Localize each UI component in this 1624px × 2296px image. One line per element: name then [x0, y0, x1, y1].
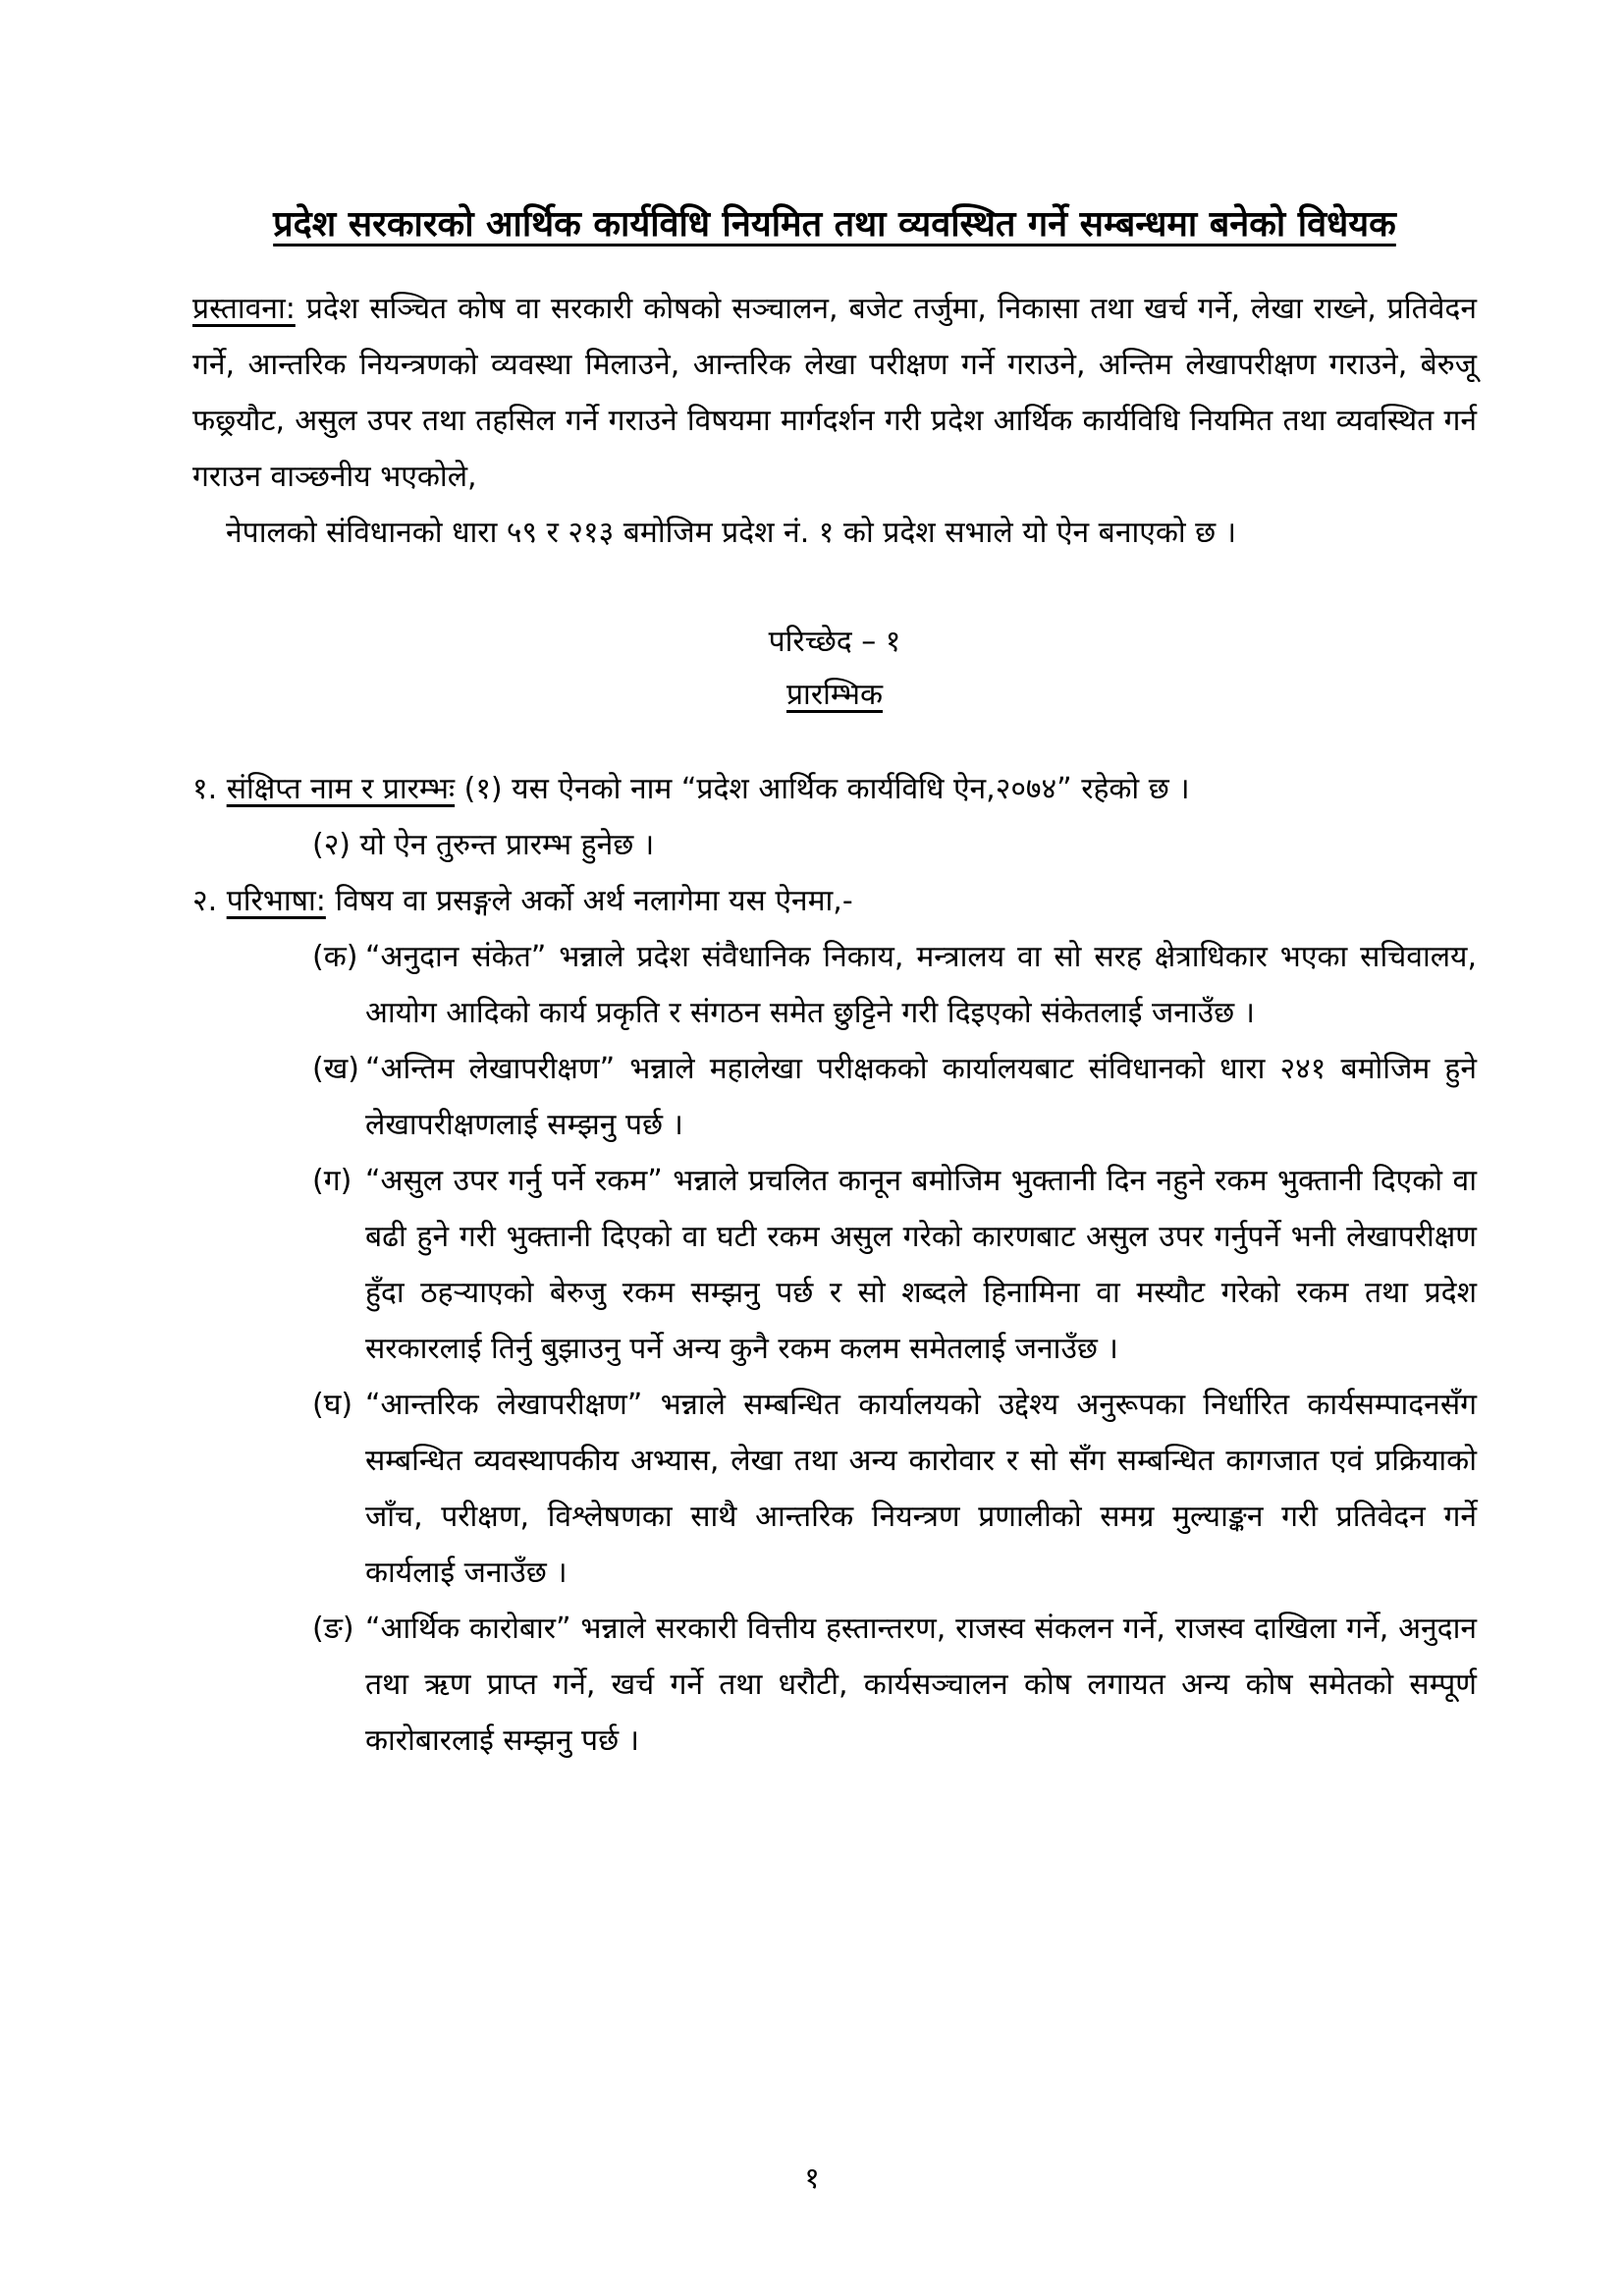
clause-text: “अन्तिम लेखापरीक्षण” भन्नाले महालेखा परीक्षकको कार्यालयबाट संविधानको धारा २४१ बमोजिम हुने लेखापरीक्षणलाई सम्झनु पर्छ ।: [365, 1052, 1477, 1142]
section-2: [192, 873, 1477, 929]
section-1: [192, 761, 1477, 817]
clause-mark: (ख): [312, 1052, 359, 1086]
clause-mark: (क): [312, 940, 358, 974]
section-1-heading: संक्षिप्त नाम र प्रारम्भः: [226, 772, 456, 806]
section-2-text: विषय वा प्रसङ्गले अर्को अर्थ नलागेमा यस ऐनमा,-: [325, 884, 853, 918]
chapter-number: परिच्छेद – १: [768, 625, 901, 659]
enactment-clause: नेपालको संविधानको धारा ५९ र २१३ बमोजिम प्रदेश नं. १ को प्रदेश सभाले यो ऐन बनाएको छ ।: [226, 516, 1237, 550]
document-title: प्रदेश सरकारको आर्थिक कार्यविधि नियमित तथा व्यवस्थित गर्ने सम्बन्धमा बनेको विधेयक: [273, 204, 1396, 245]
definition-clauses: [192, 929, 1477, 1769]
clause-mark: (ङ): [312, 1612, 354, 1646]
preamble-label: प्रस्तावना:: [192, 292, 296, 326]
preamble: [192, 281, 1477, 505]
section-2-heading: परिभाषा:: [226, 884, 326, 918]
clause-gha: [192, 1377, 1477, 1601]
clause-nga: [192, 1601, 1477, 1769]
clause-mark: (ग): [312, 1164, 352, 1198]
section-2-number: २.: [192, 884, 227, 918]
clause-ga: [192, 1153, 1477, 1377]
clause-text: “असुल उपर गर्नु पर्ने रकम” भन्नाले प्रचलित कानून बमोजिम भुक्तानी दिन नहुने रकम भुक्तानी दिएको वा बढी हुने गरी भुक्तानी दिएको वा घटी रकम असुल गरेको कारणबाट असुल उपर गर्नुपर्ने भनी लेखापरीक्षण हुँदा ठहर्‍याएको बेरुजु रकम सम्झनु पर्छ र सो शब्दले हिनामिना वा मस्यौट गरेको रकम तथा प्रदेश सरकारलाई तिर्नु बुझाउनु पर्ने अन्य कुनै रकम कलम समेतलाई जनाउँछ ।: [365, 1164, 1477, 1366]
clause-text: “अनुदान संकेत” भन्नाले प्रदेश संवैधानिक निकाय, मन्त्रालय वा सो सरह क्षेत्राधिकार भएका सचिवालय, आयोग आदिको कार्य प्रकृति र संगठन समेत छुट्टिने गरी दिइएको संकेतलाई जनाउँछ ।: [365, 940, 1477, 1030]
section-1-number: १.: [192, 772, 227, 806]
preamble-text: प्रदेश सञ्चित कोष वा सरकारी कोषको सञ्चालन, बजेट तर्जुमा, निकासा तथा खर्च गर्ने, लेखा राख्ने, प्रतिवेदन गर्ने, आन्तरिक नियन्त्रणको व्यवस्था मिलाउने, आन्तरिक लेखा परीक्षण गर्ने गराउने, अन्तिम लेखापरीक्षण गराउने, बेरुजू फछ्र्यौट, असुल उपर तथा तहसिल गर्ने गराउने विषयमा मार्गदर्शन गरी प्रदेश आर्थिक कार्यविधि नियमित तथा व्यवस्थित गर्न गराउन वाञ्छनीय भएकोले,: [192, 292, 1477, 494]
chapter-heading: [192, 616, 1477, 722]
clause-text: “आर्थिक कारोबार” भन्नाले सरकारी वित्तीय हस्तान्तरण, राजस्व संकलन गर्ने, राजस्व दाखिला गर्ने, अनुदान तथा ऋण प्राप्त गर्ने, खर्च गर्ने तथा धरौटी, कार्यसञ्चालन कोष लगायत अन्य कोष समेतको सम्पूर्ण कारोबारलाई सम्झनु पर्छ ।: [365, 1612, 1477, 1758]
clause-ka: [192, 929, 1477, 1041]
section-1-text: (१) यस ऐनको नाम “प्रदेश आर्थिक कार्यविधि ऐन,२०७४” रहेको छ ।: [455, 772, 1190, 806]
page-number: १: [804, 2161, 820, 2196]
section-1-subsection-2: (२) यो ऐन तुरुन्त प्रारम्भ हुनेछ ।: [312, 828, 655, 862]
chapter-title: प्रारम्भिक: [785, 678, 883, 712]
clause-text: “आन्तरिक लेखापरीक्षण” भन्नाले सम्बन्धित कार्यालयको उद्देश्य अनुरूपका निर्धारित कार्यसम्पादनसँग सम्बन्धित व्यवस्थापकीय अभ्यास, लेखा तथा अन्य कारोवार र सो सँग सम्बन्धित कागजात एवं प्रक्रियाको जाँच, परीक्षण, विश्लेषणका साथै आन्तरिक नियन्त्रण प्रणालीको समग्र मुल्याङ्कन गरी प्रतिवेदन गर्ने कार्यलाई जनाउँछ ।: [365, 1388, 1477, 1590]
clause-kha: [192, 1041, 1477, 1153]
clause-mark: (घ): [312, 1388, 353, 1422]
